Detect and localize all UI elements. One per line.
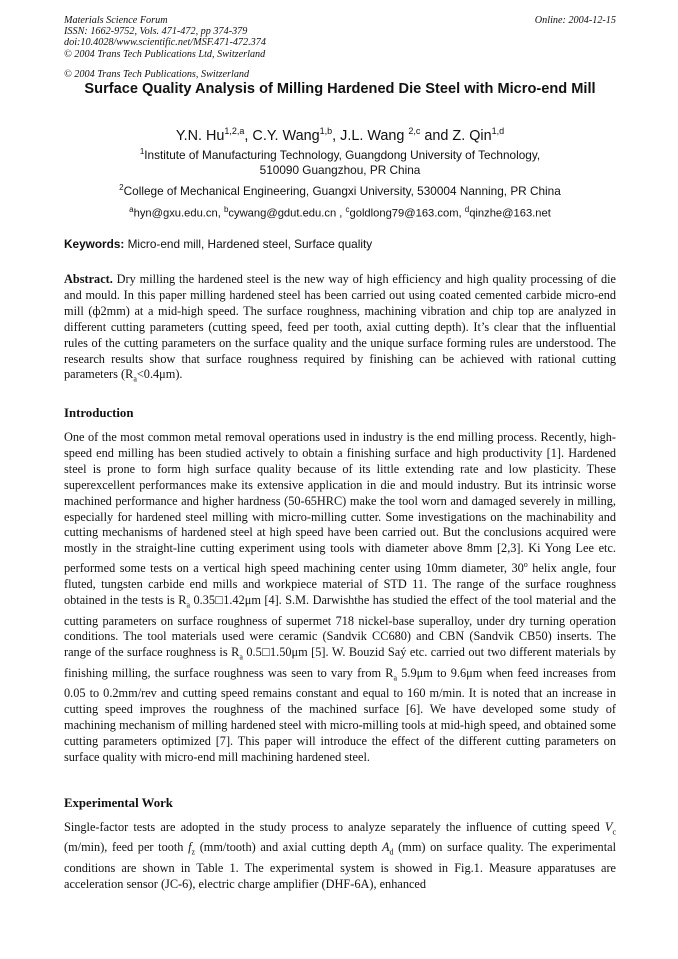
abstract-subscript: a [133,374,137,384]
paragraph-text: Single-factor tests are adopted in the study process to analyze separately the influence of cutting speed [64,820,605,834]
email-mark: d [464,205,470,214]
abstract-text: Dry milling the hardened steel is the new way of high efficiency and high quality processing of die and mould. In this paper milling hardened steel has been carried out using coated cemented carbide micro-end mill (ф2mm) at a mid-high speed. The surface roughness, machining vibration and chip top are analyzed in different cutting parameters (cutting speed, feed per tooth, axial cutting depth). It’s clear that the influential rules of the cutting parameters on the surface quality and the unique surface forming rules are understood. The research results show that surface roughness required by finishing can be achieved with rational cutting parameters (R [64,272,616,382]
subscript: a [393,673,398,683]
copyright-line: © 2004 Trans Tech Publications, Switzerland [64,69,250,80]
email-address: qinzhe@163.net [469,207,551,220]
paragraph-text: 0.35□1.42μm [4]. S.M. Darwishthe has studied the effect of the tool material and the cutting parameters on surface roughness of supermet 718 nickel-base superalloy, under dry turning operation conditions. The tool materials used were ceramic (Sandvik CC680) and CBN (Sandvik CB50) inserts. The range of the surface roughness is R [64,593,616,660]
author-separator: , [332,127,341,144]
subscript: c [612,827,616,837]
affiliation-text: 510090 Guangzhou, PR China [259,162,421,177]
abstract-label: Abstract. [64,272,113,286]
journal-publisher: © 2004 Trans Tech Publications Ltd, Switzerland [64,48,266,60]
author-separator: and [420,127,453,144]
journal-issn: ISSN: 1662-9752, Vols. 471-472, pp 374-379 [64,26,248,38]
subscript: d [389,847,394,857]
affiliation-2 [64,180,616,199]
paragraph-text: 5.9μm to 9.6μm when feed increases from 0.05 to 0.2mm/rev and cutting speed remains constant and equal to 160 m/min. It is noted that an increase in cutting speed improves the roughness of the machined surface [6]. We have developed some study of machining mechanism of milling hardened steel with micro-milling tools at mid-high speed, and obtained some cutting parameters optimized [7]. This paper will introduce the effect of the different cutting parameters on surface quality with micro-end mill machining hardened steel. [64,665,616,764]
author-emails [64,202,616,222]
section-heading-introduction: Introduction [64,406,134,420]
affiliation-text: Institute of Manufacturing Technology, Guangdong University of Technology, [144,147,541,162]
paragraph-text: One of the most common metal removal operations used in industry is the end milling process. Recently, high-speed end milling has been studied actively to obtain a finishing surface and high productivity [1]. Hardened steel is prone to form high surface quality because of its little extending rate and low plasticity. These superexcellent performances make its extensive application in die and mould industry. But its intrinsic worse machined performance and higher hardness (50-65HRC) make the tool worn and damaged severely in milling, especially for hardened steel milling with micro-milling cutter. Some investigations on the machinability and cutting mechanisms of hardened steel at high speed have been carried out. But the conclusions acquired were mostly in the straight-line cutting experiment using tools with diameter above 8mm [2,3]. Ki Yong Lee etc. performed some tests on a vertical high speed machining center using 10mm diameter, 30 [64,430,616,576]
paragraph-text: helix angle, four fluted, tungsten carbide end mills and workpiece material of STD 11. The range of the surface roughness obtained in the tests is R [64,561,616,608]
online-date: Online: 2004-12-15 [534,15,616,26]
journal-name: Materials Science Forum [64,15,168,26]
degree-mark: o [523,560,528,570]
paragraph-text: (mm/tooth) and axial cutting depth [195,840,383,855]
email-address: goldlong79@163.com, [349,207,465,220]
subscript: a [186,600,191,610]
subscript: z [191,847,196,857]
keywords-label: Keywords: [64,237,125,251]
author-name: Z. Qin [452,127,492,144]
author-name: J.L. Wang [340,127,409,144]
journal-header [64,15,616,60]
paragraph-text: 0.5□1.50μm [5]. W. Bouzid Saý etc. carried out two different materials by finishing milling, the surface roughness was seen to vary from R [64,645,616,680]
author-affiliation-mark: 1,d [491,126,505,136]
affiliation-1 [64,144,616,178]
keywords [64,237,616,251]
affiliation-mark: 1 [139,147,145,156]
email-mark: b [223,205,229,214]
author-name: C.Y. Wang [252,127,320,144]
email-address: cywang@gdut.edu.cn , [228,207,346,220]
experimental-paragraph [64,820,616,893]
author-list [64,126,616,144]
paragraph-text: (m/min), feed per tooth [64,840,189,855]
abstract [64,272,616,388]
email-mark: a [129,205,134,214]
affiliation-mark: 2 [119,183,124,192]
section-heading-experimental: Experimental Work [64,796,173,810]
abstract-text: <0.4μm). [136,367,183,382]
author-separator: , [244,127,253,144]
journal-doi: doi:10.4028/www.scientific.net/MSF.471-472.374 [64,37,266,49]
introduction-paragraph [64,430,616,766]
author-name: Y.N. Hu [175,127,225,144]
email-mark: c [345,205,350,214]
subscript: a [239,652,243,662]
symbol-axial-depth: A [382,840,390,855]
paragraph-text: (mm) on surface quality. The experimental conditions are shown in Table 1. The experimental system is showed in Fig.1. Measure apparatuses are acceleration sensor (JC-6), electric charge amplifier (DHF-6A), enhanced [64,840,616,891]
paper-title: Surface Quality Analysis of Milling Hardened Die Steel with Micro-end Mill [84,81,596,97]
affiliation-text: College of Mechanical Engineering, Guangxi University, 530004 Nanning, PR China [123,183,561,198]
keywords-text: Micro-end mill, Hardened steel, Surface quality [124,237,373,251]
symbol-cutting-speed: V [604,820,613,834]
email-address: hyn@gxu.edu.cn, [133,207,224,220]
symbol-feed-per-tooth: f [188,840,192,855]
author-affiliation-mark: 2,c [408,126,421,136]
author-affiliation-mark: 1,b [319,126,333,136]
author-affiliation-mark: 1,2,a [224,126,245,136]
